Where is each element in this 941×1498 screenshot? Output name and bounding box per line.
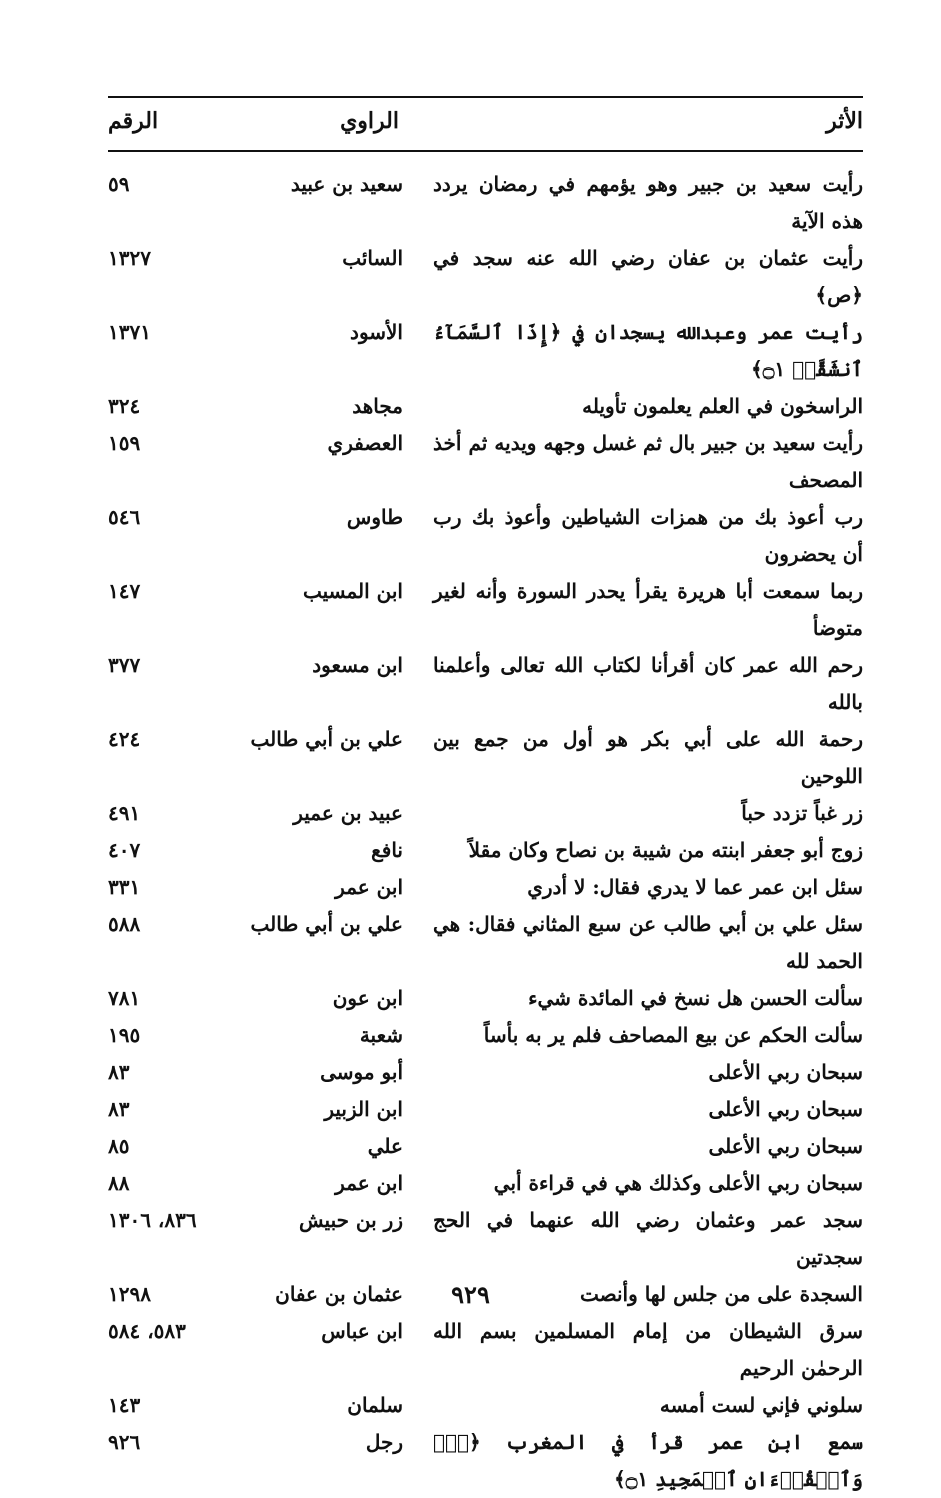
- rawi-text: عبيد بن عمير: [293, 801, 403, 825]
- table-row: [108, 795, 863, 832]
- athar-text: رأيت سعيد بن جبير وهو يؤمهم في رمضان يردد هذه الآية: [433, 172, 863, 233]
- athar-text: سبحان ربي الأعلى: [708, 1097, 863, 1121]
- raqm-number: ١٥٩: [108, 431, 141, 455]
- raqm-number: ١٣٢٧: [108, 246, 151, 270]
- table-row: [108, 832, 863, 869]
- athar-text: السجدة على من جلس لها وأنصت: [579, 1282, 863, 1306]
- athar-text: سبحان ربي الأعلى: [708, 1134, 863, 1158]
- raqm-number: ٥٩: [108, 172, 130, 196]
- rawi-text: نافع: [371, 838, 403, 862]
- athar-text: سئل علي بن أبي طالب عن سبع المثاني فقال: هي الحمد لله: [433, 912, 863, 973]
- table-row: [108, 1202, 863, 1276]
- athar-text: رأيت عثمان بن عفان رضي الله عنه سجد في ﴿ص﴾: [433, 246, 863, 307]
- rawi-text: ابن عباس: [321, 1319, 403, 1343]
- athar-text: سلوني فإني لست أمسه: [659, 1393, 863, 1417]
- rawi-text: العصفري: [327, 431, 403, 455]
- table-row: [108, 1091, 863, 1128]
- table-row: [108, 1165, 863, 1202]
- rawi-text: السائب: [342, 246, 403, 270]
- table-row: [108, 573, 863, 647]
- rawi-text: ابن عمر: [335, 875, 403, 899]
- raqm-number: ٤٩١: [108, 801, 141, 825]
- raqm-number: ٨٥: [108, 1134, 130, 1158]
- table-row: [108, 314, 863, 388]
- rawi-text: أبو موسى: [320, 1060, 403, 1084]
- raqm-number: ١٤٣: [108, 1393, 141, 1417]
- table-row: [108, 499, 863, 573]
- athar-text: رأيت سعيد بن جبير بال ثم غسل وجهه ويديه ثم أخذ المصحف: [433, 431, 863, 492]
- raqm-number: ٨٨: [108, 1171, 130, 1195]
- athar-text: رأيت عمر وعبدالله يسجدان في ﴿إِذَا ٱلسَّمَآءُ ٱنشَقَّتۡ ۝١﴾: [433, 320, 863, 381]
- rawi-text: الأسود: [350, 320, 403, 344]
- athar-text: الراسخون في العلم يعلمون تأويله: [582, 394, 863, 418]
- athar-text: ربما سمعت أبا هريرة يقرأ يحدر السورة وأنه لغير متوضأ: [433, 579, 863, 640]
- table-row: [108, 425, 863, 499]
- rawi-text: علي: [367, 1134, 403, 1158]
- raqm-number: ٧٨١: [108, 986, 141, 1010]
- rawi-text: عثمان بن عفان: [275, 1282, 403, 1306]
- raqm-number: ٨٣: [108, 1060, 130, 1084]
- rawi-text: علي بن أبي طالب: [250, 912, 403, 936]
- raqm-number: ١٩٥: [108, 1023, 141, 1047]
- table-row: [108, 869, 863, 906]
- athar-text: رحم الله عمر كان أقرأنا لكتاب الله تعالى وأعلمنا بالله: [433, 653, 863, 714]
- athar-text: سرق الشيطان من إمام المسلمين بسم الله الرحمٰن الرحيم: [433, 1319, 863, 1380]
- rawi-text: زر بن حبيش: [299, 1208, 403, 1232]
- rawi-text: رجل: [365, 1430, 403, 1454]
- page-number: ٩٢٩: [451, 1280, 490, 1309]
- raqm-number: ٥٤٦: [108, 505, 141, 529]
- athar-text: زوج أبو جعفر ابنته من شيبة بن نصاح وكان مقلاً: [468, 838, 863, 862]
- raqm-number: ٨٣: [108, 1097, 130, 1121]
- table-row: [108, 1017, 863, 1054]
- raqm-number: ٣٧٧: [108, 653, 141, 677]
- rawi-text: مجاهد: [352, 394, 403, 418]
- rawi-text: ابن مسعود: [312, 653, 403, 677]
- rawi-text: ابن عمر: [335, 1171, 403, 1195]
- header-raqm: الرقم: [108, 108, 159, 134]
- table-row: [108, 1128, 863, 1165]
- rawi-text: علي بن أبي طالب: [250, 727, 403, 751]
- rawi-text: طاوس: [346, 505, 403, 529]
- table-row: [108, 906, 863, 980]
- athar-text: سبحان ربي الأعلى: [708, 1060, 863, 1084]
- raqm-number: ٤٢٤: [108, 727, 141, 751]
- athar-text: سألت الحكم عن بيع المصاحف فلم ير به بأساً: [483, 1023, 863, 1047]
- header-athar: الأثر: [826, 108, 863, 134]
- athar-text: زر غباً تزدد حباً: [741, 801, 863, 825]
- raqm-number: ١٤٧: [108, 579, 141, 603]
- athar-text: سجد عمر وعثمان رضي الله عنهما في الحج سجدتين: [433, 1208, 863, 1269]
- raqm-number: ٣٢٤: [108, 394, 141, 418]
- athar-text: سمع ابن عمر قرأ في المغرب ﴿قٓۚ وَٱلۡقُرۡءَانِ ٱلۡمَجِيدِ ۝١﴾: [433, 1430, 863, 1491]
- header-rawi: الراوي: [340, 108, 399, 134]
- rawi-text: سلمان: [347, 1393, 403, 1417]
- rawi-text: ابن الزبير: [324, 1097, 403, 1121]
- athar-text: رب أعوذ بك من همزات الشياطين وأعوذ بك رب أن يحضرون: [433, 505, 863, 566]
- raqm-number: ٥٨٣، ٥٨٤: [108, 1319, 186, 1343]
- raqm-number: ٣٣١: [108, 875, 141, 899]
- raqm-number: ٩٢٦: [108, 1430, 141, 1454]
- athar-text: سبحان ربي الأعلى وكذلك هي في قراءة أبي: [493, 1171, 863, 1195]
- table-row: [108, 1054, 863, 1091]
- rawi-text: سعيد بن عبيد: [290, 172, 403, 196]
- raqm-number: ٤٠٧: [108, 838, 141, 862]
- table-header: [108, 98, 863, 152]
- table-row: [108, 647, 863, 721]
- athar-text: رحمة الله على أبي بكر هو أول من جمع بين اللوحين: [433, 727, 863, 788]
- table-row: [108, 980, 863, 1017]
- rawi-text: ابن المسيب: [302, 579, 403, 603]
- raqm-number: ٨٣٦، ١٣٠٦: [108, 1208, 197, 1232]
- table-row: [108, 1313, 863, 1387]
- table-row: [108, 166, 863, 240]
- raqm-number: ١٢٩٨: [108, 1282, 151, 1306]
- raqm-number: ٥٨٨: [108, 912, 141, 936]
- table-row: [108, 388, 863, 425]
- raqm-number: ١٣٧١: [108, 320, 151, 344]
- rawi-text: شعبة: [359, 1023, 403, 1047]
- rawi-text: ابن عون: [332, 986, 403, 1010]
- table-row: [108, 721, 863, 795]
- table-row: [108, 1387, 863, 1424]
- table-row: [108, 240, 863, 314]
- table-row: [108, 1424, 863, 1498]
- athar-text: سألت الحسن هل نسخ في المائدة شيء: [528, 986, 863, 1010]
- athar-text: سئل ابن عمر عما لا يدري فقال: لا أدري: [527, 875, 863, 899]
